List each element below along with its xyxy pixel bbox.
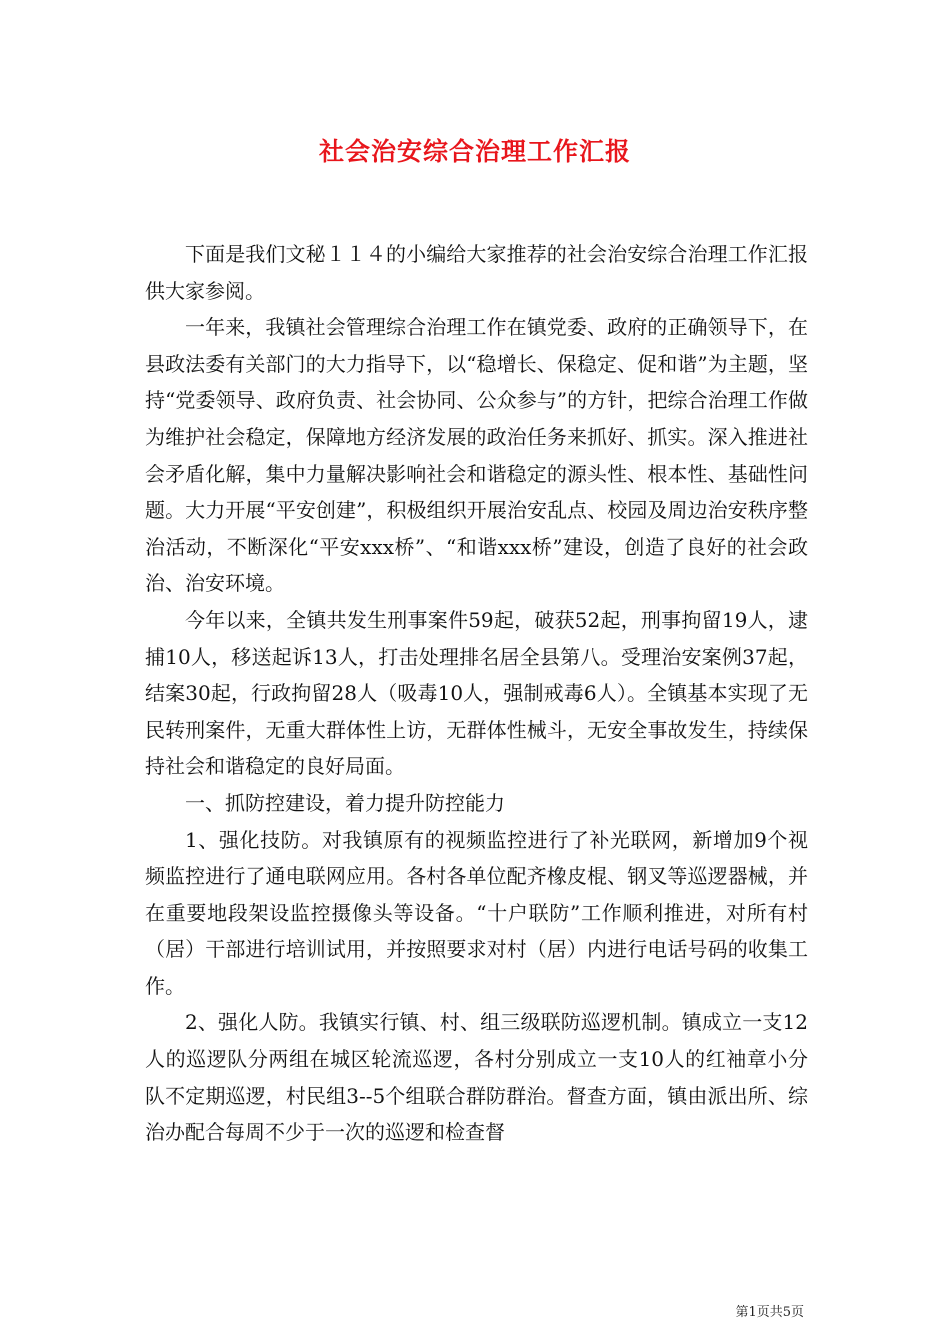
tech-defense-paragraph: 1、强化技防。对我镇原有的视频监控进行了补光联网，新增加9个视频监控进行了通电联网应用。各村各单位配齐橡皮棍、钢叉等巡逻器械，并在重要地段架设监控摄像头等设备。“十户联防”工作顺利推进，对所有村（居）干部进行培训试用，并按照要求对村（居）内进行电话号码的收集工作。: [145, 827, 808, 998]
statistics-paragraph: 今年以来，全镇共发生刑事案件59起，破获52起，刑事拘留19人，逮捕10人，移送起诉13人，打击处理排名居全县第八。受理治安案例37起，结案30起，行政拘留28人（吸毒10人，强制戒毒6人）。全镇基本实现了无民转刑案件，无重大群体性上访，无群体性械斗，无安全事故发生，持续保持社会和谐稳定的良好局面。: [145, 607, 808, 779]
intro-paragraph: 下面是我们文秘１１４的小编给大家推荐的社会治安综合治理工作汇报供大家参阅。: [145, 242, 808, 303]
summary-paragraph: 一年来，我镇社会管理综合治理工作在镇党委、政府的正确领导下，在县政法委有关部门的大力指导下，以“稳增长、保稳定、促和谐”为主题，坚持“党委领导、政府负责、社会协同、公众参与”的方针，把综合治理工作做为维护社会稳定，保障地方经济发展的政治任务来抓好、抓实。深入推进社会矛盾化解，集中力量解决影响社会和谐稳定的源头性、根本性、基础性问题。大力开展“平安创建”，积极组织开展治安乱点、校园及周边治安秩序整治活动，不断深化“平安xxx桥”、“和谐xxx桥”建设，创造了良好的社会政治、治安环境。: [145, 315, 808, 596]
section-heading: 一、抓防控建设，着力提升防控能力: [185, 790, 505, 815]
document-body: [145, 236, 808, 1151]
page-number: 第1页共5页: [735, 1305, 804, 1320]
document-title: 社会治安综合治理工作汇报: [318, 137, 631, 166]
human-defense-paragraph: 2、强化人防。我镇实行镇、村、组三级联防巡逻机制。镇成立一支12人的巡逻队分两组在城区轮流巡逻，各村分别成立一支10人的红袖章小分队不定期巡逻，村民组3--5个组联合群防群治。督查方面，镇由派出所、综治办配合每周不少于一次的巡逻和检查督: [145, 1010, 808, 1145]
